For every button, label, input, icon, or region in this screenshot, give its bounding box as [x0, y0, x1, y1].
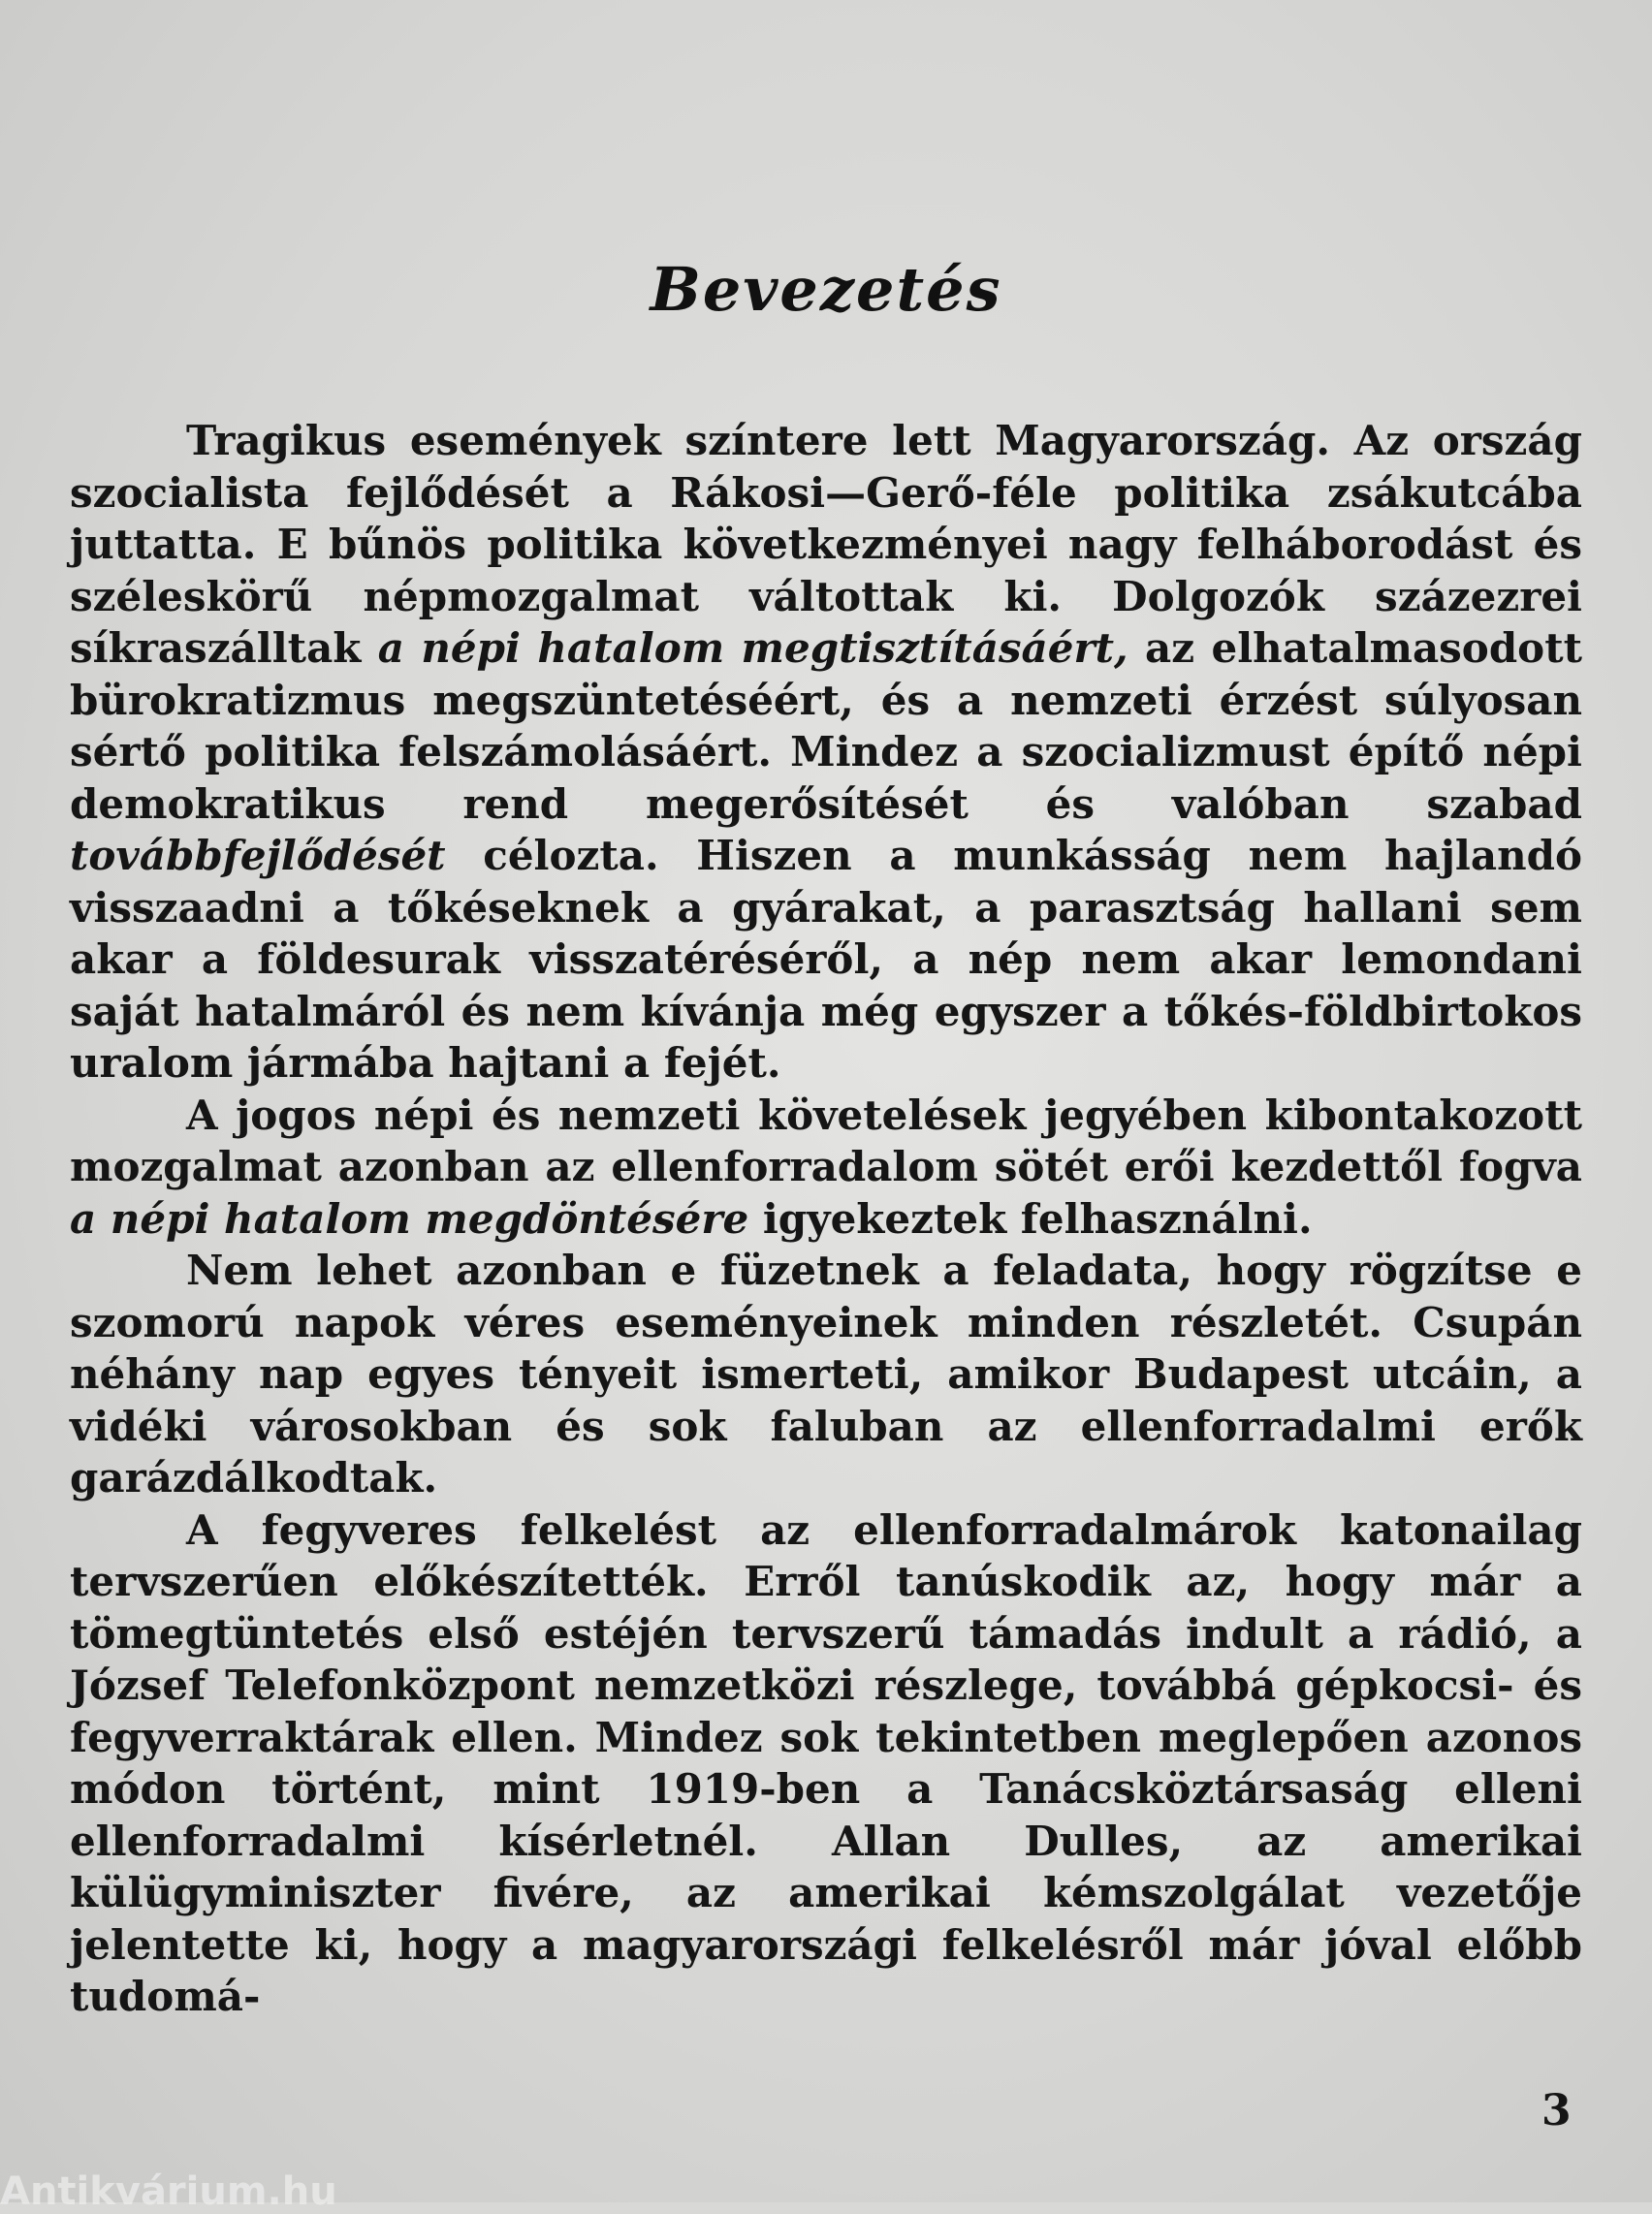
- text-run: A fegyveres felkelést az ellenforradalmárok katonailag tervszerűen előkészítették. Erről tanúskodik az, hogy már a tömegtüntetés első estéjén tervszerű támadás indult a rádió, a József Telefonközpont nemzetközi részlege, továbbá gépkocsi- és fegyverraktárak ellen. Mindez sok tekintetben meglepően azonos módon történt, mint 1919-ben a Tanácsköztársaság elleni ellenforradalmi kísérletnél. Allan Dulles, az amerikai külügyminiszter fivére, az amerikai kémszolgálat vezetője jelentette ki, hogy a magyarországi felkelésről már jóval előbb tudomá-: [70, 1505, 1582, 2020]
- watermark: Antikvárium.hu: [0, 2169, 337, 2214]
- paragraph: [70, 415, 1582, 1090]
- page-number: 3: [1541, 2086, 1572, 2135]
- paragraph: [70, 1504, 1582, 2023]
- paragraph: [70, 1090, 1582, 1246]
- body-text: [70, 415, 1582, 2023]
- text-run: Nem lehet azonban e füzetnek a feladata, hogy rögzítse e szomorú napok véres eseményeinek minden részletét. Csupán néhány nap egyes tényeit ismerteti, amikor Budapest utcáin, a vidéki városokban és sok faluban az ellenforradalmi erők garázdálkodtak.: [70, 1247, 1582, 1502]
- text-run: igyekeztek felhasználni.: [748, 1194, 1313, 1243]
- paragraph: [70, 1245, 1582, 1504]
- emphasis-text: a népi hatalom megdöntésére: [70, 1194, 749, 1243]
- text-run: az elhatalmasodott bürokratizmus megszüntetéséért, és a nemzeti érzést súlyosan sértő politika felszámolásáért. Mindez a szocializmust építő népi demokratikus rend megerősítését és valóban szabad: [70, 624, 1582, 828]
- page-title: Bevezetés: [650, 254, 1002, 325]
- emphasis-text: a népi hatalom megtisztításáért,: [377, 624, 1128, 672]
- text-run: A jogos népi és nemzeti követelések jegyében kibontakozott mozgalmat azonban az ellenforradalom sötét erői kezdettől fogva: [70, 1091, 1582, 1190]
- emphasis-text: továbbfejlődését: [70, 832, 446, 879]
- text-run: célozta. Hiszen a munkásság nem hajlandó visszaadni a tőkéseknek a gyárakat, a parasztság hallani sem akar a földesurak visszatéréséről, a nép nem akar lemondani saját hatalmáról és nem kívánja még egyszer a tőkés-földbirtokos uralom jármába hajtani a fejét.: [70, 832, 1582, 1087]
- text-run: Tragikus események színtere lett Magyarország. Az ország szocialista fejlődését a Rákosi—Gerő-féle politika zsákutcába juttatta. E bűnös politika következményei nagy felháborodást és széleskörű népmozgalmat váltottak ki. Dolgozók százezrei síkraszálltak: [70, 417, 1582, 672]
